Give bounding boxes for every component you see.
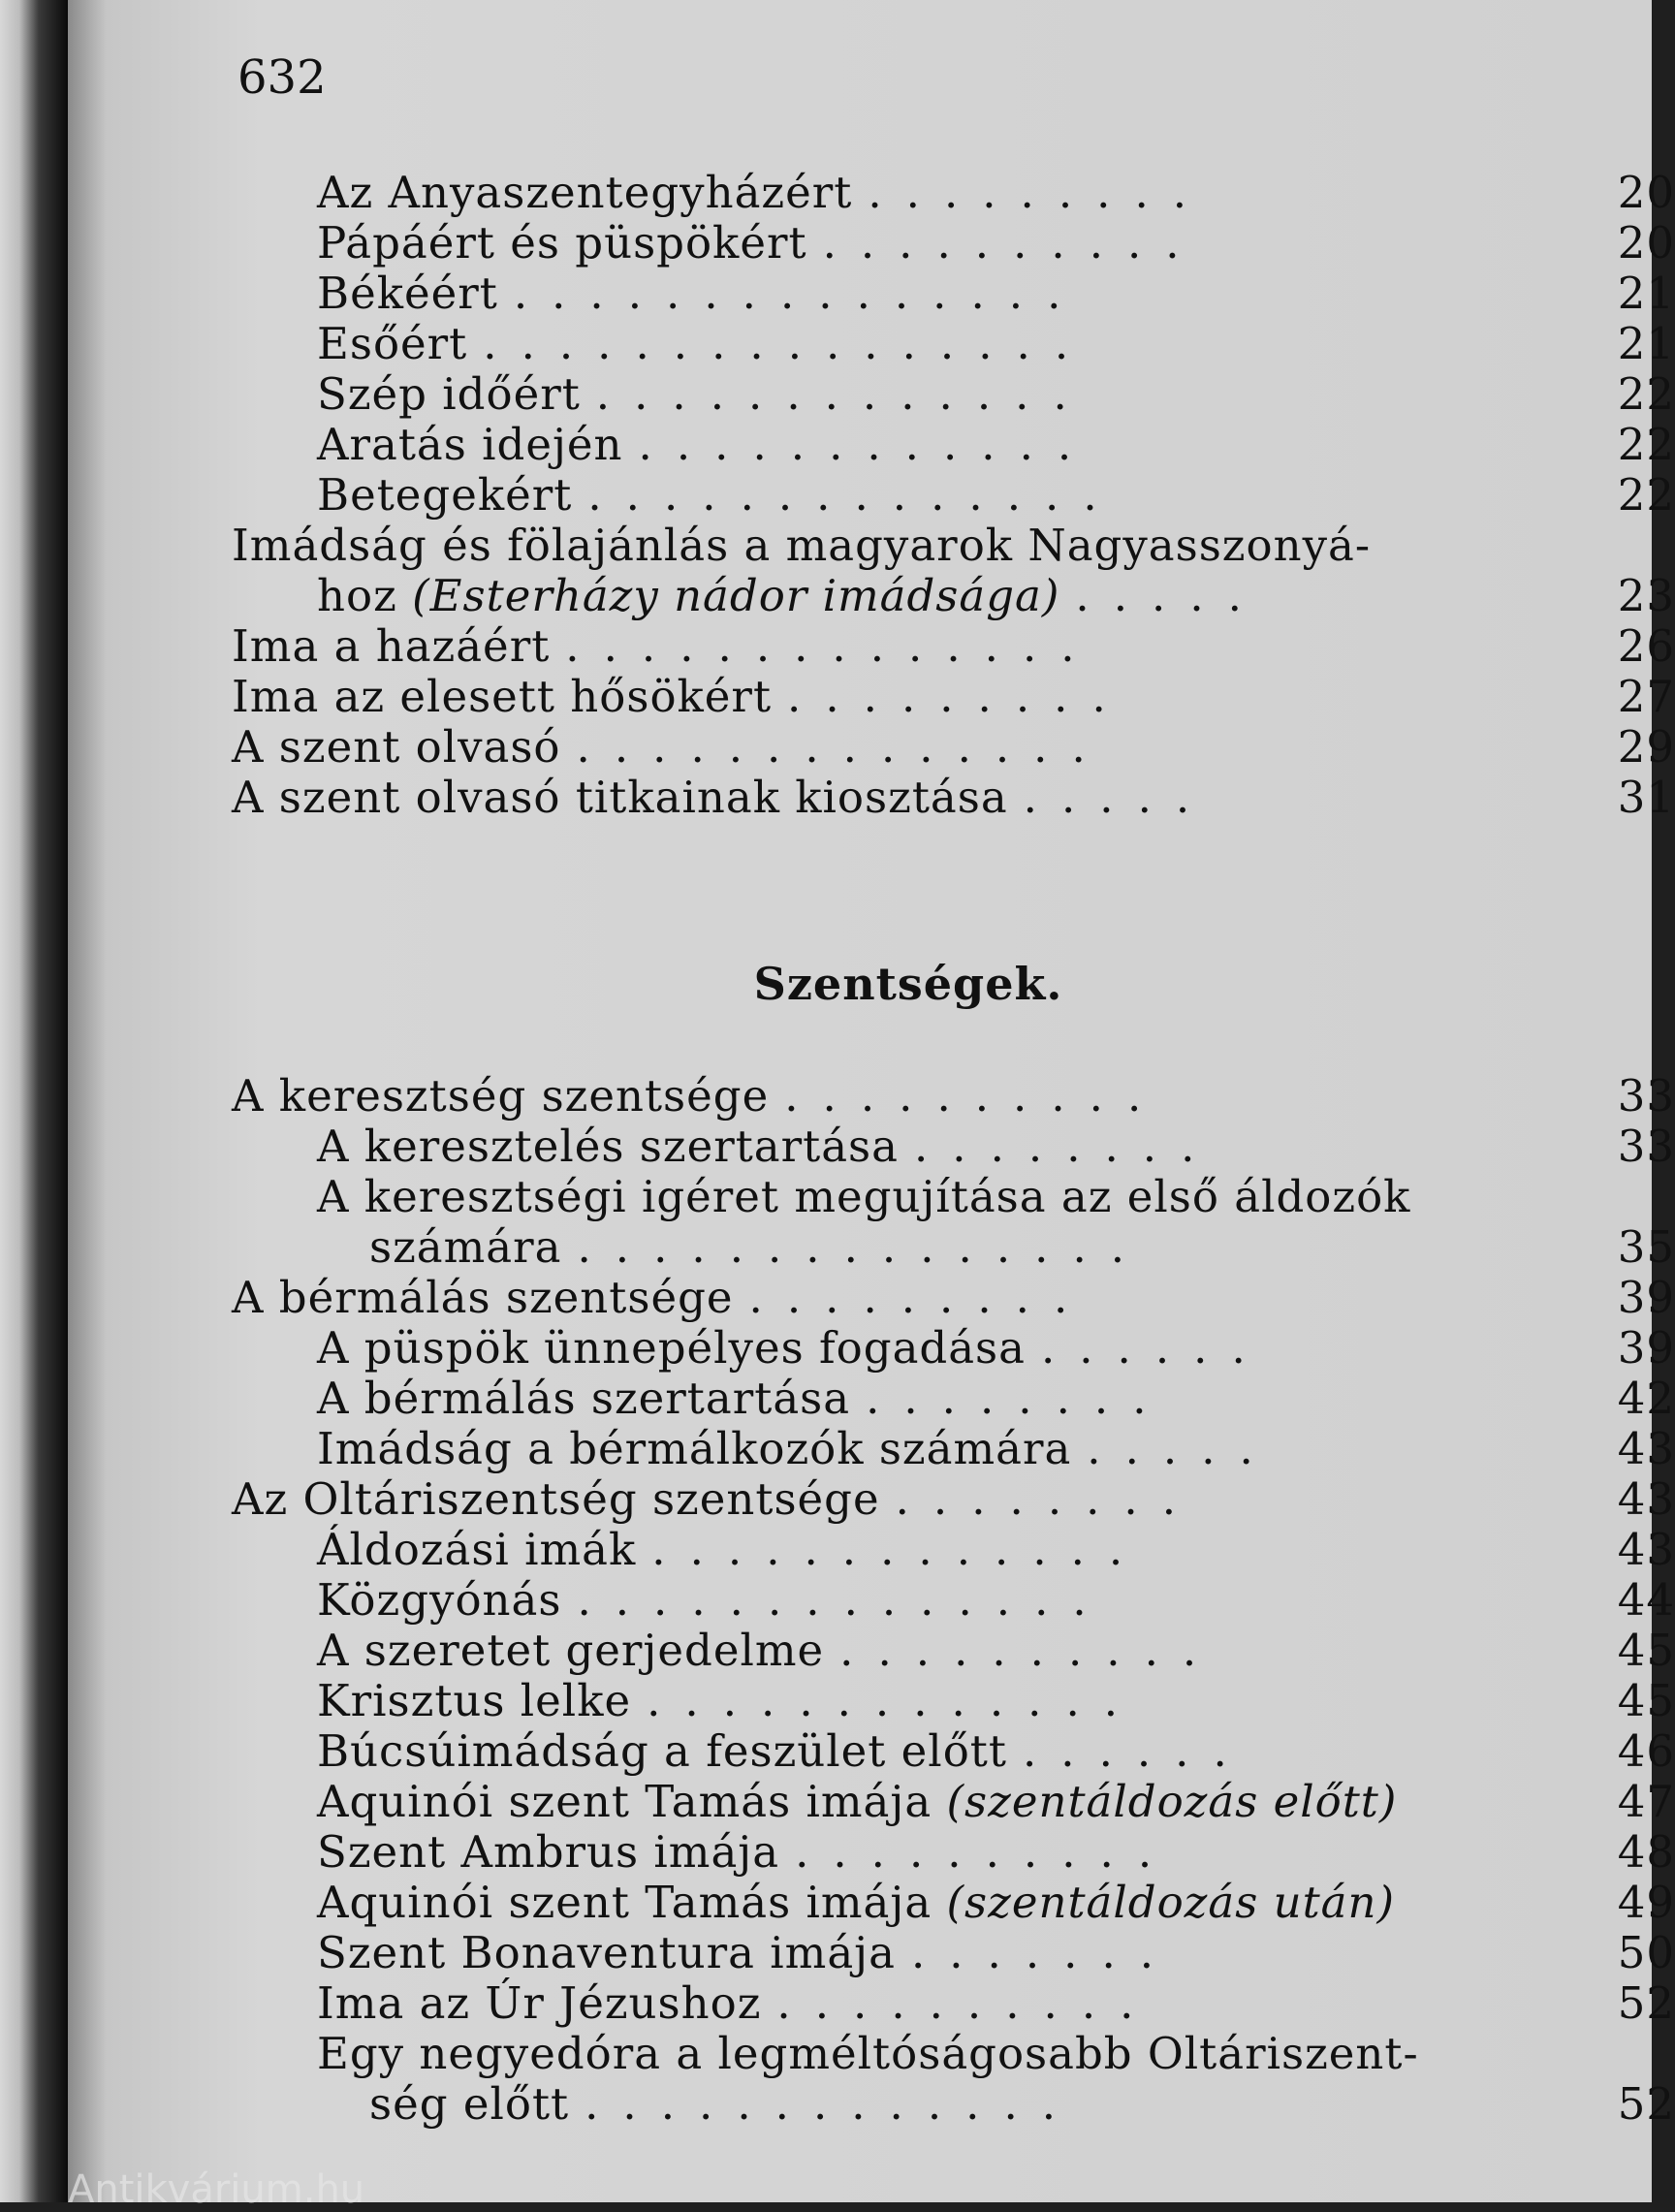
book-page <box>68 0 1675 2212</box>
toc-entry: A szeretet gerjedelme .......... <box>317 1625 1221 1676</box>
toc-entry: Szent Ambrus imája .......... <box>317 1826 1177 1878</box>
toc-page-number: 21 <box>1617 318 1675 369</box>
toc-page-number: 52 <box>1617 1977 1675 2029</box>
toc-entry: A szent olvasó titkainak kiosztása ..... <box>232 772 1215 823</box>
table-of-contents <box>68 0 1675 2212</box>
toc-page-number: 21 <box>1617 268 1675 319</box>
section-heading: Szentségek. <box>753 958 1063 1010</box>
toc-page-number: 42 <box>1617 1373 1675 1424</box>
toc-entry: Áldozási imák ............. <box>317 1524 1148 1575</box>
toc-page-number: 44 <box>1617 1574 1675 1626</box>
toc-entry: A bérmálás szertartása ........ <box>317 1373 1171 1424</box>
toc-entry: Egy negyedóra a legméltóságosabb Oltáriszent- <box>317 2028 1419 2079</box>
toc-page-number: 20 <box>1617 217 1675 269</box>
toc-page-number: 31 <box>1617 772 1675 823</box>
toc-page-number: 33 <box>1617 1070 1675 1122</box>
toc-page-number: 33 <box>1617 1121 1675 1172</box>
toc-entry: A keresztelés szertartása ........ <box>317 1121 1219 1172</box>
toc-entry: Búcsúimádság a feszület előtt ...... <box>317 1725 1251 1777</box>
toc-entry: Pápáért és püspökért .......... <box>317 217 1204 269</box>
toc-entry-note: (Esterházy nádor imádsága) <box>412 570 1060 621</box>
toc-page-number: 22 <box>1617 368 1675 420</box>
toc-entry: Betegekért .............. <box>317 469 1122 521</box>
toc-page-number: 45 <box>1617 1675 1675 1726</box>
toc-page-number: 49 <box>1617 1877 1675 1928</box>
toc-page-number: 27 <box>1617 671 1675 722</box>
toc-page-number: 20 <box>1617 167 1675 218</box>
toc-entry: Az Anyaszentegyházért ......... <box>317 167 1212 218</box>
toc-entry: Aratás idején ............ <box>317 419 1096 470</box>
toc-page-number: 50 <box>1617 1927 1675 1978</box>
toc-entry: A keresztségi igéret megujítása az első áldozók <box>317 1171 1411 1222</box>
toc-entry: hoz (Esterházy nádor imádsága) ..... <box>317 570 1266 621</box>
toc-page-number: 29 <box>1617 721 1675 773</box>
toc-page-number: 46 <box>1617 1725 1675 1777</box>
toc-entry-note: (szentáldozás előtt) <box>946 1776 1398 1827</box>
toc-page-number: 48 <box>1617 1826 1675 1878</box>
toc-entry: A keresztség szentsége .......... <box>232 1070 1166 1122</box>
toc-entry: Szent Bonaventura imája ....... <box>317 1927 1179 1978</box>
toc-page-number: 22 <box>1617 419 1675 470</box>
watermark: Antikvárium.hu <box>68 2167 365 2212</box>
toc-entry: Esőért ................ <box>317 318 1093 369</box>
toc-page-number: 26 <box>1617 620 1675 672</box>
toc-page-number: 39 <box>1617 1322 1675 1374</box>
toc-page-number: 43 <box>1617 1524 1675 1575</box>
toc-entry: Ima az Úr Jézushoz .......... <box>317 1977 1158 2029</box>
toc-page-number: 43 <box>1617 1423 1675 1474</box>
page-number: 632 <box>237 50 327 105</box>
toc-page-number: 35 <box>1617 1221 1675 1273</box>
toc-page-number: 23 <box>1617 570 1675 621</box>
toc-entry: ség előtt ............. <box>369 2078 1081 2130</box>
toc-entry: A szent olvasó .............. <box>232 721 1110 773</box>
book-spine <box>0 0 68 2202</box>
toc-entry: A püspök ünnepélyes fogadása ...... <box>317 1322 1270 1374</box>
toc-page-number: 43 <box>1617 1473 1675 1525</box>
toc-entry: Aquinói szent Tamás imája (szentáldozás után) <box>317 1877 1396 1928</box>
toc-page-number: 39 <box>1617 1272 1675 1323</box>
toc-entry: Ima a hazáért .............. <box>232 620 1099 672</box>
toc-page-number: 52 <box>1617 2078 1675 2130</box>
toc-entry: Ima az elesett hősökért ......... <box>232 671 1130 722</box>
toc-page-number: 47 <box>1617 1776 1675 1827</box>
toc-entry: Krisztus lelke ............. <box>317 1675 1143 1726</box>
toc-entry: Imádság a bérmálkozók számára ..... <box>317 1423 1278 1474</box>
toc-entry: Aquinói szent Tamás imája (szentáldozás előtt) <box>317 1776 1398 1827</box>
toc-entry: Békéért ............... <box>317 268 1086 319</box>
toc-entry: Közgyónás .............. <box>317 1574 1111 1626</box>
toc-page-number: 45 <box>1617 1625 1675 1676</box>
toc-entry: Az Oltáriszentség szentsége ........ <box>232 1473 1201 1525</box>
toc-entry: számára ............... <box>369 1221 1150 1273</box>
toc-entry: A bérmálás szentsége ......... <box>232 1272 1092 1323</box>
toc-entry-note: (szentáldozás után) <box>946 1877 1396 1928</box>
toc-page-number: 22 <box>1617 469 1675 521</box>
toc-entry: Szép időért ............. <box>317 368 1091 420</box>
toc-entry: Imádság és fölajánlás a magyarok Nagyasszonyá- <box>232 520 1372 571</box>
